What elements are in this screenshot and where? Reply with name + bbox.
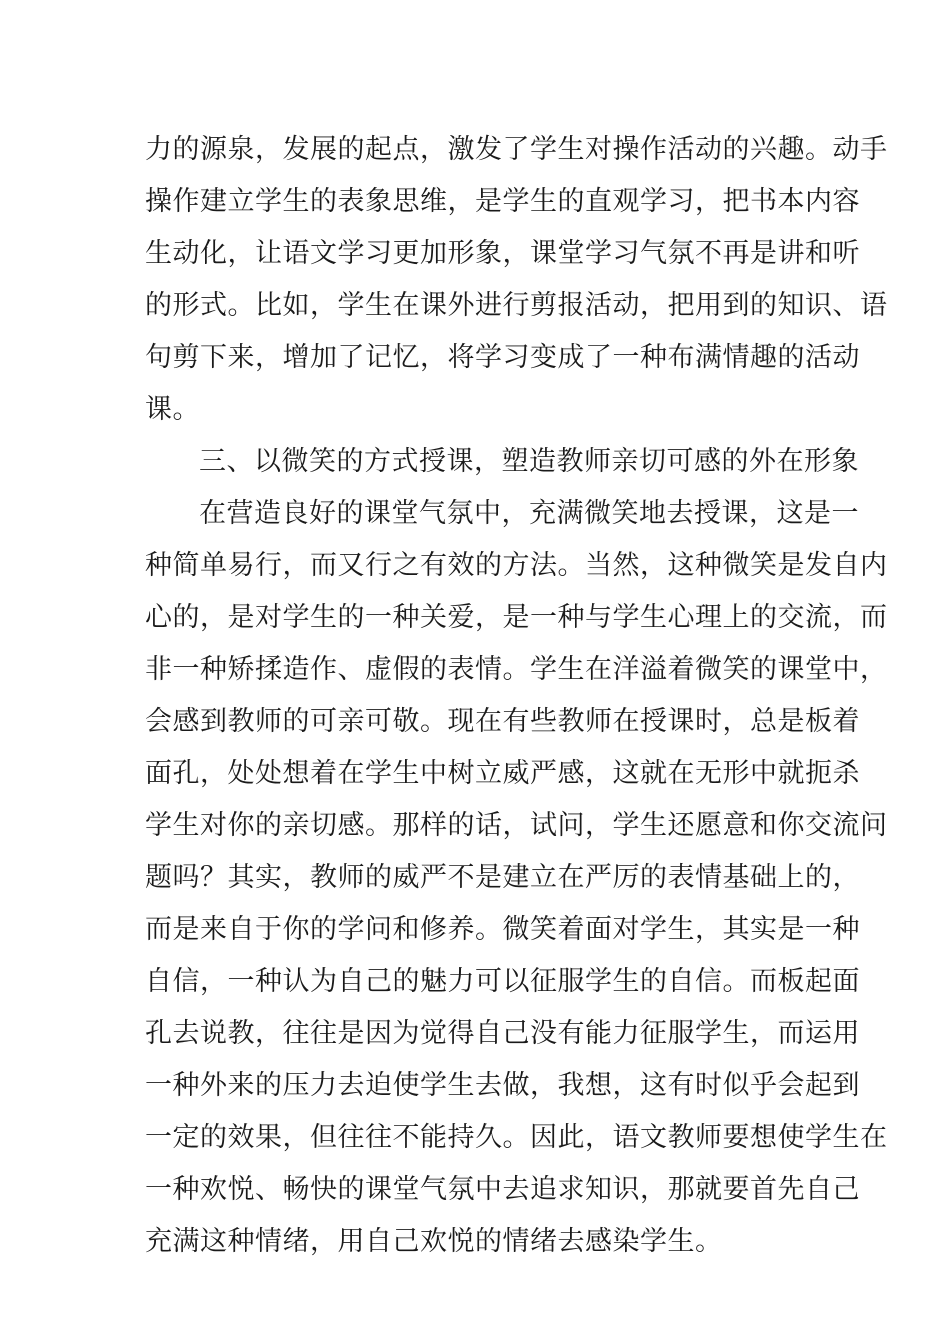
text-line: 一种外来的压力去迫使学生去做，我想，这有时似乎会起到	[145, 1070, 860, 1101]
text-line: 学生对你的亲切感。那样的话，试问，学生还愿意和你交流问	[145, 810, 888, 841]
text-line: 自信，一种认为自己的魅力可以征服学生的自信。而板起面	[145, 966, 860, 997]
text-line: 种简单易行，而又行之有效的方法。当然，这种微笑是发自内	[145, 550, 888, 581]
text-line: 力的源泉，发展的起点，激发了学生对操作活动的兴趣。动手	[145, 134, 888, 165]
paragraph-continuation	[145, 124, 888, 436]
text-line: 一种欢悦、畅快的课堂气氛中去追求知识，那就要首先自己	[145, 1174, 860, 1205]
text-line: 题吗？其实，教师的威严不是建立在严厉的表情基础上的，	[145, 862, 860, 893]
text-line: 心的，是对学生的一种关爱，是一种与学生心理上的交流，而	[145, 602, 888, 633]
text-line: 生动化，让语文学习更加形象，课堂学习气氛不再是讲和听	[145, 238, 860, 269]
text-line: 孔去说教，往往是因为觉得自己没有能力征服学生，而运用	[145, 1018, 860, 1049]
text-line: 面孔，处处想着在学生中树立威严感，这就在无形中就扼杀	[145, 758, 860, 789]
text-line: 的形式。比如，学生在课外进行剪报活动，把用到的知识、语	[145, 290, 888, 321]
text-line: 操作建立学生的表象思维，是学生的直观学习，把书本内容	[145, 186, 860, 217]
section-heading: 三、以微笑的方式授课，塑造教师亲切可感的外在形象	[199, 446, 859, 477]
text-line: 课。	[145, 394, 200, 425]
paragraph-main	[145, 488, 888, 1268]
text-line: 而是来自于你的学问和修养。微笑着面对学生，其实是一种	[145, 914, 860, 945]
text-line: 句剪下来，增加了记忆，将学习变成了一种布满情趣的活动	[145, 342, 860, 373]
section-heading-block	[145, 436, 859, 488]
text-line: 非一种矫揉造作、虚假的表情。学生在洋溢着微笑的课堂中，	[145, 654, 888, 685]
text-line: 一定的效果，但往往不能持久。因此，语文教师要想使学生在	[145, 1122, 888, 1153]
text-line: 在营造良好的课堂气氛中，充满微笑地去授课，这是一	[199, 498, 859, 529]
text-line: 充满这种情绪，用自己欢悦的情绪去感染学生。	[145, 1226, 723, 1257]
text-line: 会感到教师的可亲可敬。现在有些教师在授课时，总是板着	[145, 706, 860, 737]
